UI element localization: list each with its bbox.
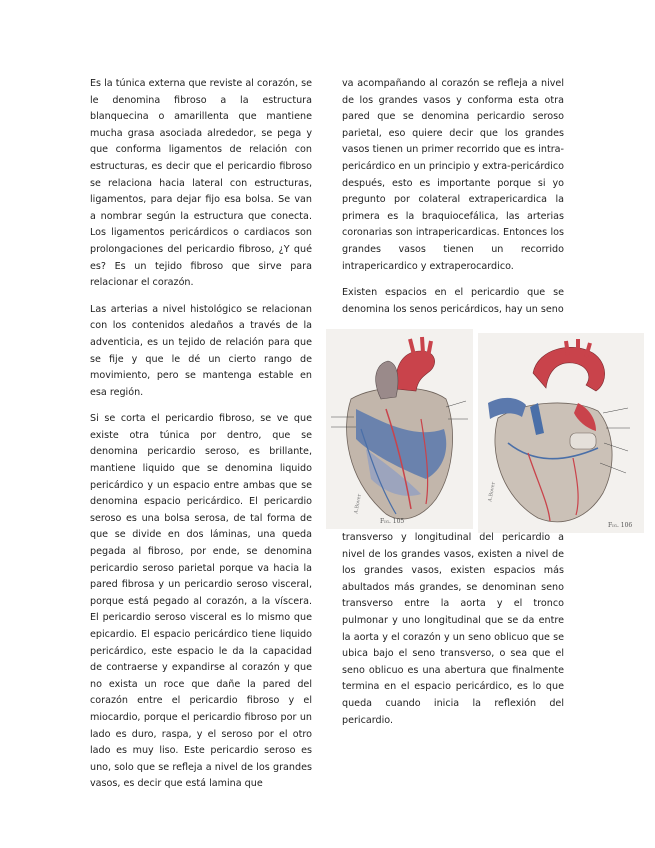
paragraph-pericardial-sinuses: Existen espacios en el pericardio que se denomina los senos pericárdicos, hay un seno	[342, 287, 564, 315]
engraver-signature: A.Bover	[353, 493, 363, 515]
right-text-column-top	[342, 76, 564, 328]
heart-posterior-drawing	[478, 333, 644, 533]
engraver-signature: A.Bover	[487, 481, 497, 503]
right-text-column-bottom	[342, 530, 564, 739]
paragraph-arteries-histology: Las arterias a nivel histológico se relacionan con los contenidos aledaños a través de la adventicia, es un tejido de relación para que se fije y que le dé un cierto rango de movimiento, pero se mantenga estable en esa región.	[90, 303, 312, 398]
paragraph-fibrous-pericardium: Es la túnica externa que reviste al corazón, se le denomina fibroso a la estructura blanquecina o amarillenta que mantiene mucha grasa asociada alrededor, se pega y que conforma ligamentos de relación con estructuras, es decir que el pericardio fibroso se relaciona hacia lateral con estructuras, ligamentos, para dejar fijo esa bolsa. Se van a nombrar según la estructura que conecta. Los ligamentos pericárdicos o cardiacos son prolongaciones del pericardio fibroso, ¿Y qué es? Es un tejido fibroso que sirve para relacionar el corazón.	[90, 78, 312, 289]
heart-illustration-fig-105	[326, 329, 473, 529]
figure-caption: Fig. 106	[608, 522, 633, 529]
paragraph-serous-pericardium: Si se corta el pericardio fibroso, se ve que existe otra túnica por dentro, que se denomina pericardio seroso, es brillante, mantiene liquido que se denomina liquido pericárdico y un espacio entre ambas que se denomina espacio pericárdico. El pericardio seroso es una bolsa serosa, de tal forma de que se divide en dos láminas, una queda pegada al fibroso, por ende, se denomina pericardio seroso parietal porque va hacia la pared fibrosa y un pericardio seroso visceral, porque está pegado al corazón, a la víscera. El pericardio seroso visceral es lo mismo que epicardio. El espacio pericárdico tiene liquido pericárdico, este espacio le da la capacidad de contraerse y expandirse al corazón y que no exista un roce que dañe la pared del corazón entre el pericardio fibroso y el miocardio, porque el pericardio fibroso por un lado es duro, raspa, y el seroso por el otro lado es muy liso. Este pericardio seroso es uno, solo que se refleja a nivel de los grandes vasos, es decir que está lamina que	[90, 413, 312, 790]
left-text-column	[90, 76, 312, 803]
figure-caption: Fig. 105	[380, 518, 405, 525]
heart-anterior-drawing	[326, 329, 473, 529]
heart-illustration-fig-106	[478, 333, 644, 533]
paragraph-transverse-oblique-sinus: transverso y longitudinal del pericardio a nivel de los grandes vasos, existen a nivel de los grandes vasos, existen espacios más abultados más grandes, se denominan seno transverso entre la aorta y el tronco pulmonar y uno longitudinal que se da entre la aorta y el corazón y un seno oblicuo que se ubica bajo el seno transverso, o sea que el seno oblicuo es una abertura que finalmente termina en el espacio pericárdico, es lo que queda cuando inicia la reflexión del pericardio.	[342, 532, 564, 726]
paragraph-great-vessels: va acompañando al corazón se refleja a nivel de los grandes vasos y conforma esta otra pared que se denomina pericardio seroso parietal, eso quiere decir que los grandes vasos tienen un primer recorrido que es intra-pericárdico en un principio y extra-pericárdico después, esto es importante porque si yo pregunto por colateral extrapericardica la primera es la braquiocefálica, las arterias coronarias son intrapericardicas. Entonces los grandes vasos tienen un recorrido intrapericardico y extraperocardico.	[342, 78, 564, 272]
